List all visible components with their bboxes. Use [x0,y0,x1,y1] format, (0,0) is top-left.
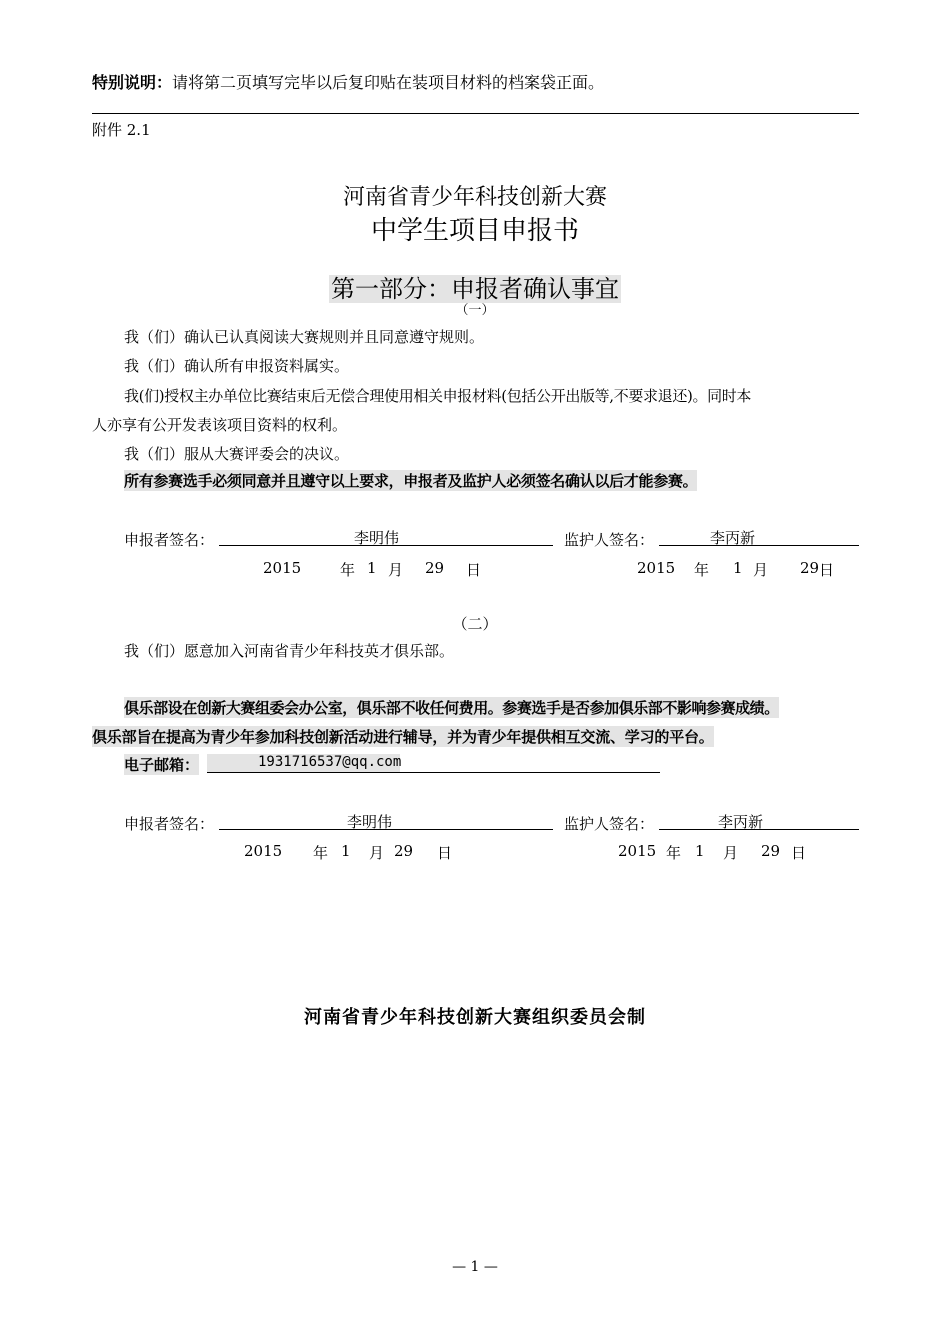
attachment-label: 附件 2.1 [92,121,151,139]
date-month-unit: 月 [753,561,769,579]
part1-subheading: （一） [455,303,495,318]
date-year-unit: 年 [340,561,356,579]
special-note-text: 请将第二页填写完毕以后复印贴在装项目材料的档案袋正面。 [172,73,605,92]
date-year: 2015 [263,559,302,577]
statement-authorize-line2: 人亦享有公开发表该项目资料的权利。 [92,416,348,434]
date-year-unit: 年 [313,844,329,862]
email-field[interactable] [207,754,660,773]
date-month: 1 [341,842,351,860]
special-note-label: 特别说明： [92,73,173,92]
part1-heading: 第一部分：申报者确认事宜 [331,275,619,303]
date-month-unit: 月 [388,561,404,579]
date-day: 29 [800,559,820,577]
guardian-signature-field[interactable] [659,527,859,546]
guardian-signature-label: 监护人签名： [564,531,655,549]
date-year-unit: 年 [694,561,710,579]
participation-notice: 所有参赛选手必须同意并且遵守以上要求，申报者及监护人必须签名确认以后才能参赛。 [124,472,698,490]
date-month: 1 [367,559,377,577]
applicant-signature-field-2[interactable] [219,811,553,830]
sign1-dates [0,559,950,581]
date-month: 1 [695,842,705,860]
date-day-unit: 日 [437,844,453,862]
statement-authorize-line1: 我(们)授权主办单位比赛结束后无偿合理使用相关申报材料(包括公开出版等,不要求退还)。同时本 [124,387,752,405]
date-day-unit: 日 [791,844,807,862]
organizer-footer: 河南省青少年科技创新大赛组织委员会制 [304,1007,646,1028]
form-title: 中学生项目申报书 [370,216,579,246]
club-join-statement: 我（们）愿意加入河南省青少年科技英才俱乐部。 [124,642,455,660]
part2-subheading: （二） [452,615,498,633]
guardian-signature-label-2: 监护人签名： [564,815,655,833]
statement-rules: 我（们）确认已认真阅读大赛规则并且同意遵守规则。 [124,328,485,346]
guardian-signature-name: 李丙新 [710,529,756,547]
sign2-dates [0,842,950,864]
date-month-unit: 月 [723,844,739,862]
date-day-unit: 日 [466,561,482,579]
date-day-unit: 日 [819,561,835,579]
date-year-unit: 年 [666,844,682,862]
guardian-signature-field-2[interactable] [659,811,859,830]
statement-truthful: 我（们）确认所有申报资料属实。 [124,357,350,375]
applicant-signature-label: 申报者签名： [124,531,215,549]
date-year: 2015 [637,559,676,577]
date-year: 2015 [244,842,283,860]
club-info-line2: 俱乐部旨在提高为青少年参加科技创新活动进行辅导，并为青少年提供相互交流、学习的平台。 [92,728,714,746]
date-month: 1 [733,559,743,577]
applicant-signature-field[interactable] [219,527,553,546]
email-label: 电子邮箱： [124,756,200,774]
applicant-signature-name-2: 李明伟 [347,813,393,831]
date-year: 2015 [618,842,657,860]
email-value: 1931716537@qq.com [258,754,402,770]
date-day: 29 [425,559,445,577]
contest-title: 河南省青少年科技创新大赛 [342,185,607,210]
date-month-unit: 月 [369,844,385,862]
club-info-line1: 俱乐部设在创新大赛组委会办公室，俱乐部不收任何费用。参赛选手是否参加俱乐部不影响参赛成绩。 [124,699,779,717]
applicant-signature-label-2: 申报者签名： [124,815,215,833]
guardian-signature-name-2: 李丙新 [718,813,764,831]
page-number: — 1 — [452,1259,498,1275]
date-day: 29 [394,842,414,860]
date-day: 29 [761,842,781,860]
header-divider [92,113,859,114]
statement-jury: 我（们）服从大赛评委会的决议。 [124,445,350,463]
special-note [92,70,604,93]
applicant-signature-name: 李明伟 [354,529,400,547]
